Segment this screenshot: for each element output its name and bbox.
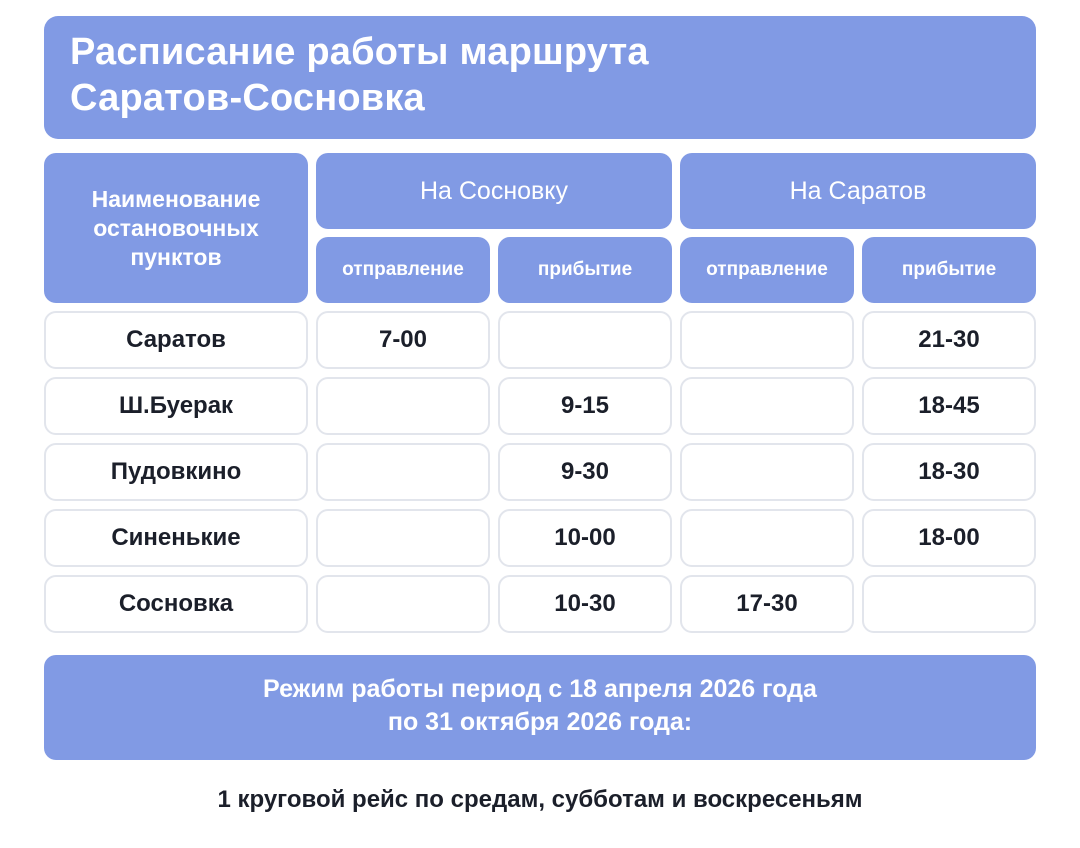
direction-title-sosnovka: На Сосновку [316,153,672,229]
time-saratov-arrival [862,575,1036,633]
table-header [44,153,1036,303]
stop-name: Саратов [44,311,308,369]
operating-period-line-2: по 31 октября 2026 года: [387,707,693,736]
trips-note: 1 круговой рейс по средам, субботам и воскресеньям [217,786,863,814]
time-sosnovka-departure [316,377,490,435]
time-sosnovka-arrival: 10-00 [498,509,672,567]
stop-name: Синенькие [44,509,308,567]
time-saratov-arrival: 18-30 [862,443,1036,501]
time-saratov-arrival: 18-00 [862,509,1036,567]
direction-title-saratov: На Саратов [680,153,1036,229]
column-header-stops: Наименование остановочных пунктов [44,153,308,303]
operating-period-line-1: Режим работы период с 18 апреля 2026 года [263,675,817,704]
stop-name: Пудовкино [44,443,308,501]
direction-group-saratov [680,153,1036,303]
page-title [44,16,1036,139]
subheader-saratov-arrival: прибытие [862,237,1036,303]
time-sosnovka-departure [316,509,490,567]
time-sosnovka-departure [316,575,490,633]
time-sosnovka-arrival [498,311,672,369]
table-row [44,443,1036,501]
time-sosnovka-departure [316,443,490,501]
time-saratov-arrival: 18-45 [862,377,1036,435]
table-row [44,509,1036,567]
schedule-table [44,153,1036,633]
time-saratov-arrival: 21-30 [862,311,1036,369]
stop-name: Ш.Буерак [44,377,308,435]
subheader-saratov-departure: отправление [680,237,854,303]
direction-subheaders-sosnovka [316,237,672,303]
time-saratov-departure [680,311,854,369]
table-row [44,311,1036,369]
direction-subheaders-saratov [680,237,1036,303]
stop-name: Сосновка [44,575,308,633]
direction-group-sosnovka [316,153,672,303]
time-sosnovka-arrival: 9-15 [498,377,672,435]
subheader-sosnovka-arrival: прибытие [498,237,672,303]
subheader-sosnovka-departure: отправление [316,237,490,303]
time-saratov-departure [680,509,854,567]
table-row [44,575,1036,633]
time-sosnovka-departure: 7-00 [316,311,490,369]
table-row [44,377,1036,435]
time-sosnovka-arrival: 9-30 [498,443,672,501]
time-sosnovka-arrival: 10-30 [498,575,672,633]
page-title-line-2: Саратов-Сосновка [70,76,425,119]
time-saratov-departure: 17-30 [680,575,854,633]
time-saratov-departure [680,443,854,501]
operating-period-banner [44,655,1036,760]
page-title-line-1: Расписание работы маршрута [70,31,649,73]
time-saratov-departure [680,377,854,435]
